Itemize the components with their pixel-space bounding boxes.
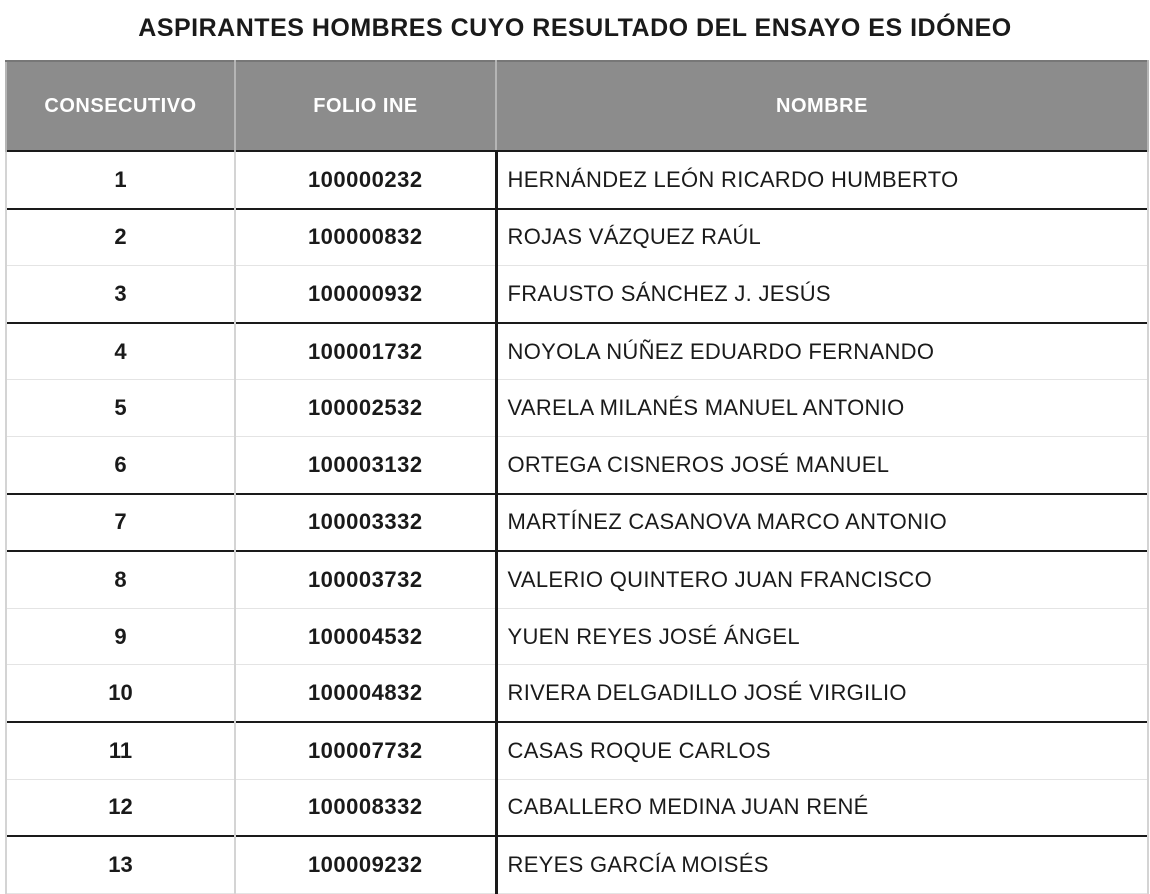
table-row bbox=[6, 436, 1148, 493]
table-row bbox=[6, 836, 1148, 893]
cell-folio-ine: 100004832 bbox=[235, 665, 496, 722]
cell-nombre: HERNÁNDEZ LEÓN RICARDO HUMBERTO bbox=[496, 151, 1148, 209]
column-header-consecutivo: CONSECUTIVO bbox=[6, 61, 235, 151]
table-row bbox=[6, 551, 1148, 608]
results-table-container bbox=[5, 60, 1147, 894]
cell-consecutivo: 7 bbox=[6, 494, 235, 552]
cell-consecutivo: 3 bbox=[6, 266, 235, 323]
column-header-folio-ine: FOLIO INE bbox=[235, 61, 496, 151]
table-row bbox=[6, 266, 1148, 323]
table-row bbox=[6, 151, 1148, 209]
cell-nombre: RIVERA DELGADILLO JOSÉ VIRGILIO bbox=[496, 665, 1148, 722]
table-row bbox=[6, 380, 1148, 437]
table-row bbox=[6, 779, 1148, 836]
cell-folio-ine: 100004532 bbox=[235, 608, 496, 665]
table-row bbox=[6, 494, 1148, 552]
cell-consecutivo: 5 bbox=[6, 380, 235, 437]
cell-nombre: ORTEGA CISNEROS JOSÉ MANUEL bbox=[496, 436, 1148, 493]
cell-folio-ine: 100007732 bbox=[235, 722, 496, 779]
cell-nombre: FRAUSTO SÁNCHEZ J. JESÚS bbox=[496, 266, 1148, 323]
table-row bbox=[6, 209, 1148, 266]
table-row bbox=[6, 323, 1148, 380]
cell-consecutivo: 10 bbox=[6, 665, 235, 722]
header-row bbox=[6, 61, 1148, 151]
cell-folio-ine: 100003332 bbox=[235, 494, 496, 552]
results-table bbox=[5, 60, 1149, 894]
cell-folio-ine: 100008332 bbox=[235, 779, 496, 836]
table-row bbox=[6, 722, 1148, 779]
cell-consecutivo: 8 bbox=[6, 551, 235, 608]
cell-nombre: VALERIO QUINTERO JUAN FRANCISCO bbox=[496, 551, 1148, 608]
cell-folio-ine: 100001732 bbox=[235, 323, 496, 380]
cell-folio-ine: 100000832 bbox=[235, 209, 496, 266]
cell-consecutivo: 9 bbox=[6, 608, 235, 665]
cell-nombre: REYES GARCÍA MOISÉS bbox=[496, 836, 1148, 893]
cell-folio-ine: 100000932 bbox=[235, 266, 496, 323]
table-body bbox=[6, 151, 1148, 893]
cell-folio-ine: 100002532 bbox=[235, 380, 496, 437]
cell-nombre: YUEN REYES JOSÉ ÁNGEL bbox=[496, 608, 1148, 665]
table-header bbox=[6, 61, 1148, 151]
document-title: ASPIRANTES HOMBRES CUYO RESULTADO DEL ENSAYO ES IDÓNEO bbox=[138, 14, 1012, 42]
cell-nombre: CASAS ROQUE CARLOS bbox=[496, 722, 1148, 779]
cell-consecutivo: 11 bbox=[6, 722, 235, 779]
cell-nombre: VARELA MILANÉS MANUEL ANTONIO bbox=[496, 380, 1148, 437]
cell-nombre: MARTÍNEZ CASANOVA MARCO ANTONIO bbox=[496, 494, 1148, 552]
cell-folio-ine: 100000232 bbox=[235, 151, 496, 209]
cell-consecutivo: 6 bbox=[6, 436, 235, 493]
column-header-nombre: NOMBRE bbox=[496, 61, 1148, 151]
cell-folio-ine: 100009232 bbox=[235, 836, 496, 893]
cell-nombre: ROJAS VÁZQUEZ RAÚL bbox=[496, 209, 1148, 266]
table-row bbox=[6, 665, 1148, 722]
cell-consecutivo: 4 bbox=[6, 323, 235, 380]
cell-consecutivo: 1 bbox=[6, 151, 235, 209]
cell-consecutivo: 12 bbox=[6, 779, 235, 836]
cell-nombre: CABALLERO MEDINA JUAN RENÉ bbox=[496, 779, 1148, 836]
cell-folio-ine: 100003132 bbox=[235, 436, 496, 493]
cell-consecutivo: 2 bbox=[6, 209, 235, 266]
cell-consecutivo: 13 bbox=[6, 836, 235, 893]
cell-folio-ine: 100003732 bbox=[235, 551, 496, 608]
table-row bbox=[6, 608, 1148, 665]
cell-nombre: NOYOLA NÚÑEZ EDUARDO FERNANDO bbox=[496, 323, 1148, 380]
